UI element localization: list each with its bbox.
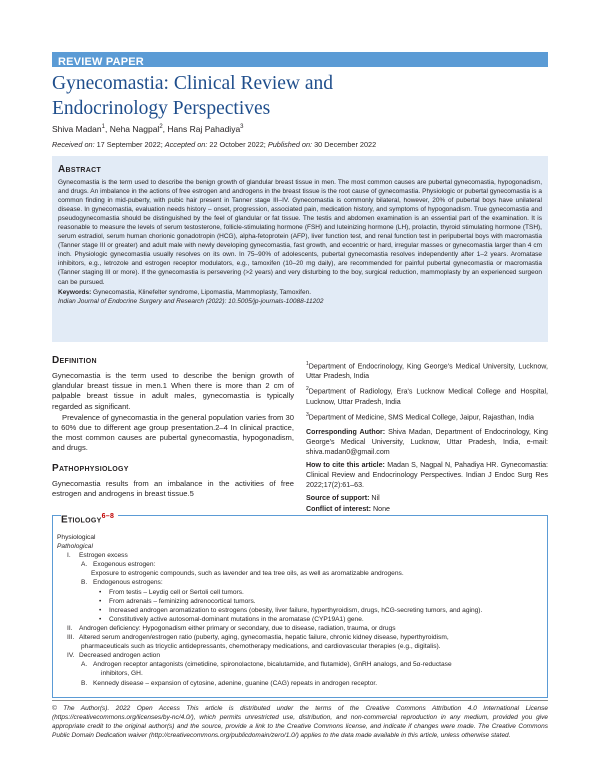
author-sep: , <box>162 124 168 134</box>
how-to-cite <box>306 460 548 490</box>
article-title <box>52 71 548 121</box>
accepted-date: 22 October 2022; <box>207 140 268 149</box>
list-item <box>57 679 543 688</box>
left-column <box>52 355 294 499</box>
list-text: Estrogen excess <box>79 552 128 560</box>
pathological-label: Pathological <box>57 543 93 551</box>
list-item <box>57 578 543 587</box>
bullet-icon: • <box>99 615 102 623</box>
title-line-1: Gynecomastia: Clinical Review and <box>52 73 334 94</box>
list-item <box>57 560 543 569</box>
affiliation-2 <box>306 384 548 406</box>
accepted-label: Accepted on: <box>164 140 208 149</box>
keywords-label: Keywords: <box>58 288 92 296</box>
footer-divider <box>52 700 548 701</box>
list-item: Exposure to estrogenic compounds, such as lavender and tea tree oils, as well as aromatizable androgens. <box>91 570 404 578</box>
list-number: IV. <box>67 652 75 660</box>
list-text: Altered serum androgen/estrogen ratio (puberty, aging, gynecomastia, hepatic failure, chronic kidney disease, hyperthyroidism, <box>79 634 449 642</box>
article-dates <box>52 140 376 149</box>
banner-label: REVIEW PAPER <box>58 56 144 68</box>
bullet-icon: • <box>99 597 102 605</box>
list-text: From testis – Leydig cell or Sertoli cell tumors. <box>109 588 244 596</box>
list-text: From adrenals – feminizing adrenocortical tumors. <box>109 597 256 605</box>
conflict-of-interest <box>306 504 548 514</box>
right-column <box>306 359 548 517</box>
cite-label: How to cite this article: <box>306 461 385 470</box>
aff-sup: 1 <box>306 361 309 367</box>
author-1-sup: 1 <box>101 124 105 131</box>
etiology-heading <box>61 513 118 525</box>
received-label: Received on: <box>52 140 95 149</box>
etiology-box <box>52 515 548 698</box>
list-text: Androgen receptor antagonists (cimetidine, spironolactone, bicalutamide, and flutamide), GnRH analogs, and 5α-reductase <box>93 661 452 669</box>
definition-p2: Prevalence of gynecomastia in the general population varies from 30 to 60% due to different age group presentation.2–4 In clinical practice, the most common causes are pubertal gynecomastia, hypogonadism, and drugs. <box>52 412 294 453</box>
etiology-title: Etiology <box>61 514 102 526</box>
list-item <box>57 651 543 660</box>
list-number: B. <box>81 679 88 687</box>
list-text: Kennedy disease – expansion of cytosine, adenine, guanine (CAG) repeats in androgen receptor. <box>93 679 378 687</box>
title-line-2: Endocrinology Perspectives <box>52 98 271 119</box>
etiology-list <box>57 533 543 688</box>
review-paper-banner <box>52 52 548 67</box>
aff-sup: 2 <box>306 386 309 393</box>
bullet-icon: • <box>99 588 102 596</box>
aff-sup: 3 <box>306 411 309 418</box>
list-number: III. <box>67 634 75 642</box>
author-2: Neha Nagpal <box>109 124 160 134</box>
list-text: Androgen deficiency: Hypogonadism either primary or secondary, due to disease, radiation, trauma, or drugs <box>79 624 396 632</box>
published-date: 30 December 2022 <box>312 140 377 149</box>
author-1: Shiva Madan <box>52 124 102 134</box>
list-item <box>57 633 543 642</box>
author-3: Hans Raj Pahadiya <box>167 124 241 134</box>
list-text: Constitutively active autosomal-dominant mutations in the aromatase (CYP19A1) gene. <box>109 615 364 623</box>
list-item <box>57 551 543 560</box>
pathophysiology-heading: Pathophysiology <box>52 462 129 474</box>
list-item <box>57 588 543 597</box>
corresponding-author <box>306 427 548 457</box>
support-text: Nil <box>369 494 380 503</box>
list-item: pharmaceuticals such as tricyclic antidepressants, chemotherapy medications, and cardiovascular therapies (e.g., digitalis). <box>81 643 441 651</box>
list-text: Exogenous estrogen: <box>93 561 156 569</box>
abstract-heading: Abstract <box>58 164 102 175</box>
list-number: A. <box>81 561 88 569</box>
affiliation-1 <box>306 359 548 381</box>
list-item <box>57 624 543 633</box>
list-item <box>57 615 543 624</box>
author-3-sup: 3 <box>240 124 244 131</box>
list-text: Endogenous estrogens: <box>93 579 163 587</box>
abstract-text: Gynecomastia is the term used to describe the benign growth of glandular breast tissue in men. The most common causes are pubertal gynecomastia, hypogonadism, and drugs. An imbalance in the actions of free estrogen and androgens in the breast tissue is the root cause of gynecomastia. Physiologic or pubertal gynecomastia is a common finding in mid-puberty, with pubic hair present in Tanner stage III–IV. Gynecomastia is commonly bilateral, however, 20% of pubertal boys have unilateral disease. In gynecomastia, evaluation needs history – onset, progression, associated pain, medication history, and symptoms of hypogonadism. True gynecomastia and pseudogynecomastia should be distinguished by the feel of glandular or fat tissue. The testis and abdomen examination is an essential part of the examination. It is reasonable to measure the levels of serum testosterone, follicle-stimulating hormone (FSH) and luteinizing hormone (LH), prolactin, thyroid stimulating hormone (TSH), serum estradiol, serum human chorionic gonadotropin (HCG), alpha-fetoprotein (AFP), liver function test, and renal function test in peripubertal boys with macromastia (Tanner stage III or greater) and adult male with newly developing gynecomastia, fast growth, and eccentric or hard, irregular masses or gynecomastia larger than 4 cm inch. Physiologic gynecomastia usually resolves on its own. In 75–90% of adolescents, pubertal gynecomastia resolves independently after 1–2 years. Aromatase inhibitors, e.g., letrozole and estrogen receptor modulators, e.g., tamoxifen (10–20 mg daily), are recommended for painful pubertal gynecomastia or macromastia (Tanner staging III or more). If the gynecomastia is persevering (>2 years) and very disturbing to the boy, surgical reduction, mammoplasty by an experienced surgeon can be pursued. <box>58 179 542 286</box>
aff-text: Department of Radiology, Era's Lucknow Medical College and Hospital, Lucknow, Uttar Pradesh, India <box>306 387 548 406</box>
definition-p1: Gynecomastia is the term used to describe the benign growth of glandular breast tissue in men.1 When there is more than 2 cm of palpable breast tissue in adult males, gynecomastia is typically regarded as significant. <box>52 371 294 411</box>
list-number: A. <box>81 661 88 669</box>
license-footer: © The Author(s). 2022 Open Access This article is distributed under the terms of the Creative Commons Attribution 4.0 International License (https://creativecommons.org/licenses/by-nc/4.0/), which permits unrestricted use, distribution, and non-commercial reproduction in any medium, provided you give appropriate credit to the original author(s) and the source, provide a link to the Creative Commons license, and indicate if changes were made. The Creative Commons Public Domain Dedication waiver (http://creativecommons.org/publicdomain/zero/1.0/) applies to the data made available in this article, unless otherwise stated. <box>52 705 548 739</box>
list-number: II. <box>67 624 73 632</box>
list-number: B. <box>81 579 88 587</box>
author-2-sup: 2 <box>159 124 163 131</box>
list-item <box>57 542 543 551</box>
list-item: inhibitors, GH. <box>101 670 143 678</box>
keywords <box>58 288 542 297</box>
conflict-text: None <box>371 505 390 514</box>
list-text: Decreased androgen action <box>79 652 161 660</box>
list-item <box>57 606 543 615</box>
corr-text: Shiva Madan, Department of Endocrinology, King George's Medical University, Lucknow, Uttar Pradesh, India, e-mail: shiva.madan0@gmail.com <box>306 428 549 457</box>
aff-text: Department of Endocrinology, King George's Medical University, Lucknow, Uttar Pradesh, India <box>306 362 548 381</box>
affiliation-3 <box>306 410 548 422</box>
definition-heading: Definition <box>52 355 97 366</box>
etiology-refs: 6–8 <box>101 513 115 520</box>
bullet-icon: • <box>99 606 102 614</box>
corr-label: Corresponding Author: <box>306 428 386 437</box>
list-number: I. <box>67 552 71 560</box>
source-of-support <box>306 493 548 503</box>
list-item: Physiological <box>57 534 96 541</box>
pathophysiology-p1: Gynecomastia results from an imbalance in the activities of free estrogen and androgens in breast tissue.5 <box>52 478 294 498</box>
journal-citation: Indian Journal of Endocrine Surgery and Research (2022): 10.5005/jp-journals-10088-11202 <box>58 297 324 305</box>
abstract-box <box>52 156 548 342</box>
published-label: Published on: <box>267 140 313 149</box>
keywords-text: Gynecomastia, Klinefelter syndrome, Lipomastia, Mammoplasty, Tamoxifen. <box>91 288 311 296</box>
list-item <box>57 660 543 669</box>
conflict-label: Conflict of interest: <box>306 505 372 514</box>
support-label: Source of support: <box>306 494 370 503</box>
list-text: Increased androgen aromatization to estrogens (obesity, liver failure, hyperthyroidism, drugs, hCG-secreting tumors, and aging). <box>109 606 483 614</box>
author-list <box>52 124 244 134</box>
cite-text: Madan S, Nagpal N, Pahadiya HR. Gynecomastia: Clinical Review and Endocrinology Perspectives. Indian J Endoc Surg Res 2022;17(2):61–63. <box>306 461 548 490</box>
aff-text: Department of Medicine, SMS Medical College, Jaipur, Rajasthan, India <box>308 413 534 422</box>
list-item <box>57 597 543 606</box>
author-sep: , <box>104 124 110 134</box>
received-date: 17 September 2022; <box>94 140 165 149</box>
